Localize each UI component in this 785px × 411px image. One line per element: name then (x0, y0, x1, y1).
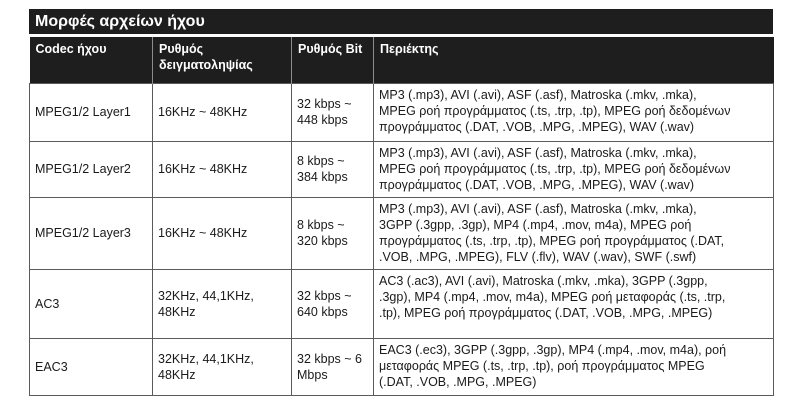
table-row (30, 269, 774, 338)
bit-rate-cell: 32 kbps ~ 448 kbps (292, 83, 374, 141)
codec-cell: MPEG1/2 Layer2 (30, 141, 153, 197)
table-header-row (30, 37, 774, 83)
table-row (30, 83, 774, 141)
sample-rate-cell: 16KHz ~ 48KHz (153, 83, 292, 141)
container-cell: MP3 (.mp3), AVI (.avi), ASF (.asf), Matroska (.mkv, .mka), MPEG ροή προγράμματος (.ts, .trp, .tp), MPEG ροή δεδομένων προγράμματος (.DAT, .VOB, .MPG, .MPEG), WAV (.wav) (374, 141, 774, 197)
table-row (30, 141, 774, 197)
codec-cell: MPEG1/2 Layer3 (30, 197, 153, 269)
bit-rate-cell: 32 kbps ~ 6 Mbps (292, 338, 374, 395)
bit-rate-cell: 8 kbps ~ 384 kbps (292, 141, 374, 197)
bit-rate-cell: 8 kbps ~ 320 kbps (292, 197, 374, 269)
header-sample-rate: Ρυθμός δειγματοληψίας (153, 37, 292, 83)
codec-cell: AC3 (30, 269, 153, 338)
header-codec: Codec ήχου (30, 37, 153, 83)
sample-rate-cell: 32KHz, 44,1KHz, 48KHz (153, 269, 292, 338)
header-container: Περιέκτης (374, 37, 774, 83)
page-title: Μορφές αρχείων ήχου (29, 9, 773, 34)
bit-rate-cell: 32 kbps ~ 640 kbps (292, 269, 374, 338)
codec-cell: MPEG1/2 Layer1 (30, 83, 153, 141)
codec-cell: EAC3 (30, 338, 153, 395)
sample-rate-cell: 32KHz, 44,1KHz, 48KHz (153, 338, 292, 395)
sample-rate-cell: 16KHz ~ 48KHz (153, 197, 292, 269)
table-row (30, 197, 774, 269)
audio-formats-table (29, 37, 774, 396)
table-row (30, 338, 774, 395)
header-bit-rate: Ρυθμός Bit (292, 37, 374, 83)
sample-rate-cell: 16KHz ~ 48KHz (153, 141, 292, 197)
container-cell: EAC3 (.ec3), 3GPP (.3gpp, .3gp), MP4 (.mp4, .mov, m4a), ροή μεταφοράς MPEG (.ts, .trp, .tp), ροή προγράμματος MPEG (.DAT, .VOB, .MPG, .MPEG) (374, 338, 774, 395)
container-cell: AC3 (.ac3), AVI (.avi), Matroska (.mkv, .mka), 3GPP (.3gpp, .3gp), MP4 (.mp4, .mov, m4a), MPEG ροή μεταφοράς (.ts, .trp, .tp), MPEG ροή προγράμματος (.DAT, .VOB, .MPG, .MPEG) (374, 269, 774, 338)
container-cell: MP3 (.mp3), AVI (.avi), ASF (.asf), Matroska (.mkv, .mka), MPEG ροή προγράμματος (.ts, .trp, .tp), MPEG ροή δεδομένων προγράμματος (.DAT, .VOB, .MPG, .MPEG), WAV (.wav) (374, 83, 774, 141)
container-cell: MP3 (.mp3), AVI (.avi), ASF (.asf), Matroska (.mkv, .mka), 3GPP (.3gpp, .3gp), MP4 (.mp4, .mov, m4a), MPEG ροή προγράμματος (.ts, .trp, .tp), MPEG ροή προγράμματος (.DAT, .VOB, .MPG, .MPEG), FLV (.flv), WAV (.wav), SWF (.swf) (374, 197, 774, 269)
